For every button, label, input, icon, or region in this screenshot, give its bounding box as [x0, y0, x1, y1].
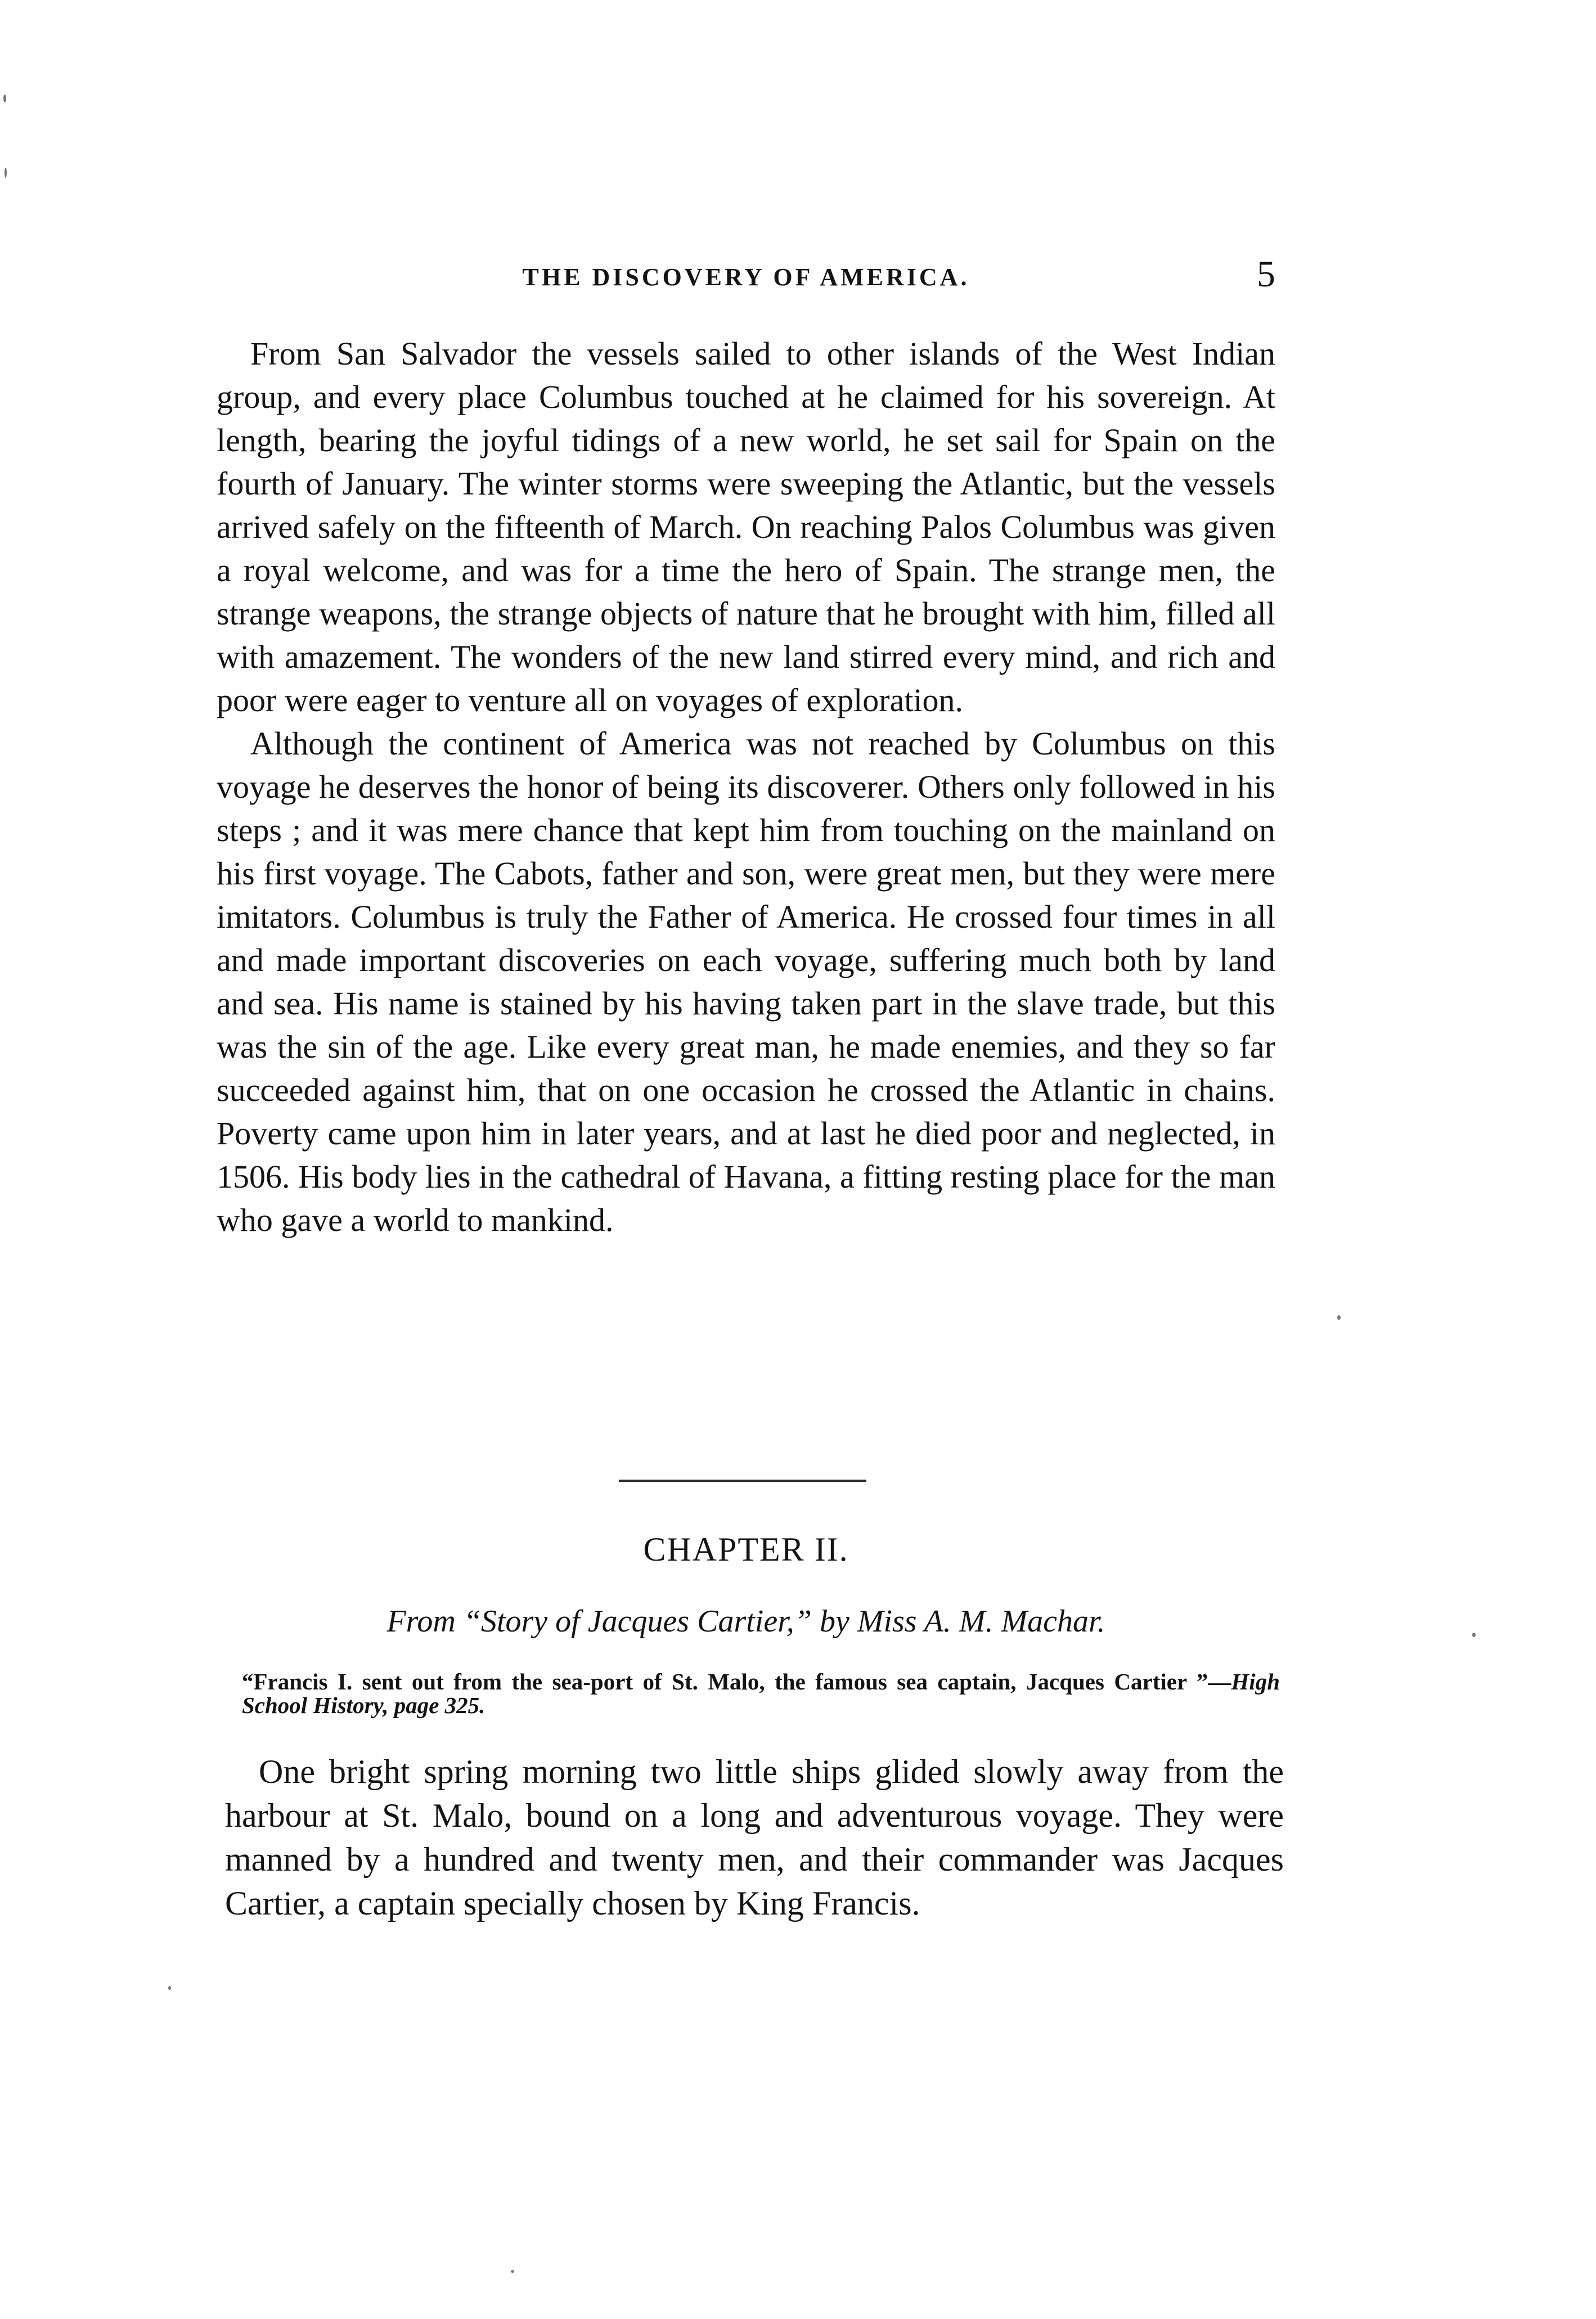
chapter-source-line: From “Story of Jacques Cartier,” by Miss A. M. Machar. [386, 1604, 1105, 1639]
page-number: 5 [1257, 254, 1275, 295]
scan-speck [1472, 1633, 1476, 1637]
scan-speck [5, 168, 7, 178]
scan-speck [1337, 1315, 1341, 1320]
running-header [217, 256, 1275, 301]
paragraph-spring-morning: One bright spring morning two little ships glided slowly away from the harbour at St. Malo, bound on a long and adventurous voyage. They were manned by a hundred and twenty men, and their commander was Jacques Cartier, a captain specially chosen by King Francis. [225, 1753, 1284, 1922]
epigraph-citation: High School History, page 325. [242, 1669, 1280, 1718]
scan-speck [168, 1986, 171, 1990]
epigraph-quote: “Francis I. sent out from the sea-port of St. Malo, the famous sea captain, Jacques Cartier ”— [242, 1669, 1231, 1695]
paragraph-columbus-discoverer: Although the continent of America was not reached by Columbus on this voyage he deserves the honor of being its discoverer. Others only followed in his steps ; and it was mere chance that kept him from touching on the mainland on his first voyage. The Cabots, father and son, were great men, but they were mere imitators. Columbus is truly the Father of America. He crossed four times in all and made important discoveries on each voyage, suffering much both by land and sea. His name is stained by his having taken part in the slave trade, but this was the sin of the age. Like every great man, he made enemies, and they so far succeeded against him, that on one occasion he crossed the Atlantic in chains. Poverty came upon him in later years, and at last he died poor and neglected, in 1506. His body lies in the cathedral of Havana, a fitting resting place for the man who gave a world to mankind. [217, 725, 1275, 1238]
chapter-epigraph [242, 1670, 1280, 1717]
running-title: THE DISCOVERY OF AMERICA. [522, 263, 970, 291]
scan-speck [3, 95, 6, 102]
cartier-section-text [225, 1750, 1284, 1925]
scan-speck [511, 2270, 514, 2273]
paragraph-san-salvador: From San Salvador the vessels sailed to other islands of the West Indian group, and every place Columbus touched at he claimed for his sovereign. At length, bearing the joyful tidings of a new world, he set sail for Spain on the fourth of January. The winter storms were sweeping the Atlantic, but the vessels arrived safely on the fifteenth of March. On reaching Palos Columbus was given a royal welcome, and was for a time the hero of Spain. The strange men, the strange weapons, the strange objects of nature that he brought with him, filled all with amazement. The wonders of the new land stirred every mind, and rich and poor were eager to venture all on voyages of exploration. [217, 335, 1275, 718]
chapter-heading: CHAPTER II. [643, 1531, 849, 1568]
section-divider-rule [619, 1480, 866, 1482]
discovery-section-text [217, 332, 1275, 1242]
